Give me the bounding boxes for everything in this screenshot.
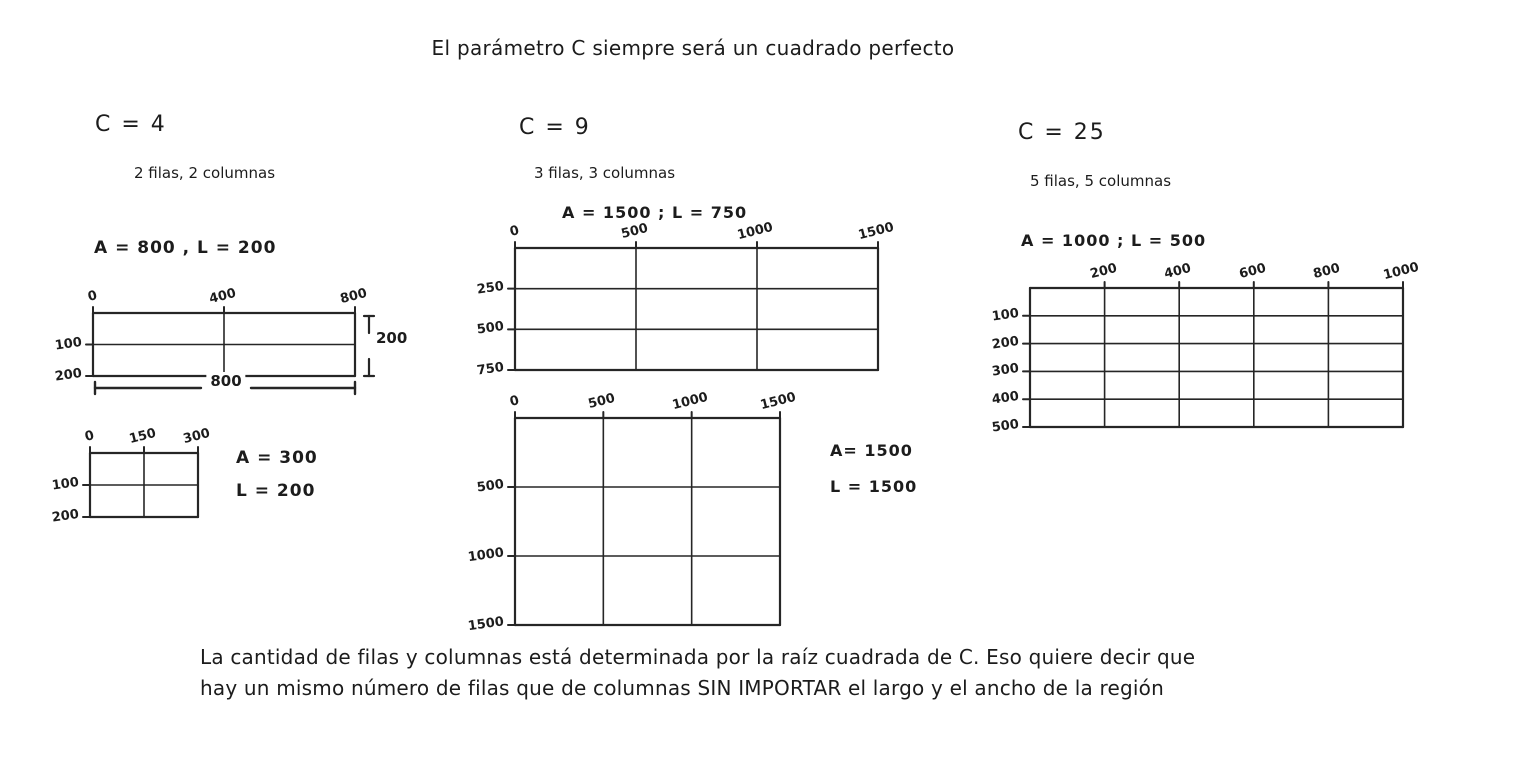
c4-grid-main-y-tick-100: 100 [53, 334, 83, 354]
c9-square-grid-area-label: A= 1500 [830, 441, 913, 460]
c4-grid-small-x-tick-150: 150 [127, 425, 158, 448]
c9-grid-square-x-tick-500: 500 [586, 390, 617, 413]
width-dimension-label: 800 [206, 372, 245, 390]
c4-grid-main-y-tick-200: 200 [53, 365, 83, 385]
c4-small-grid-area-label: A = 300 [236, 448, 318, 468]
c9-square-grid [466, 389, 798, 635]
c9-grid-square-x-tick-1000: 1000 [670, 389, 710, 414]
c9-wide-grid [475, 219, 896, 379]
c9-grid-square-lines [515, 418, 780, 625]
c4-grid-small-y-tick-200: 200 [50, 506, 80, 526]
section-c25-rows-cols: 5 filas, 5 columnas [1030, 172, 1172, 190]
c25-grid-x-tick-200: 200 [1088, 260, 1119, 283]
c9-grid-wide-x-tick-1500: 1500 [856, 219, 896, 244]
c4-main-grid [53, 285, 369, 385]
c9-grid-wide-y-tick-750: 750 [475, 359, 505, 379]
footer-text-line1: La cantidad de filas y columnas está determinada por la raíz cuadrada de C. Eso quiere decir que [200, 645, 1196, 669]
c25-grid-y-tick-300: 300 [990, 361, 1020, 380]
height-dimension-label: 200 [372, 329, 411, 347]
section-c4-param: C = 4 [95, 112, 167, 137]
c4-grid-small-x-tick-300: 300 [181, 425, 212, 448]
c4-grid-main-x-tick-400: 400 [207, 285, 238, 308]
c4-grid-main-x-tick-0: 0 [86, 288, 99, 305]
c9-grid-square-y-tick-1000: 1000 [466, 545, 505, 566]
c9-grid-square-y-tick-500: 500 [475, 476, 505, 496]
c9-grid-square-x-tick-0: 0 [508, 393, 521, 410]
c25-grid-y-tick-500: 500 [990, 416, 1020, 436]
section-c9-formula: A = 1500 ; L = 750 [562, 203, 748, 222]
section-c4-formula: A = 800 , L = 200 [94, 238, 277, 258]
c25-grid-x-tick-600: 600 [1237, 260, 1268, 283]
footer-text-line2: hay un mismo número de filas que de columnas SIN IMPORTAR el largo y el ancho de la región [200, 676, 1164, 700]
c9-square-grid-length-label: L = 1500 [830, 477, 918, 496]
c9-grid-square-x-tick-1500: 1500 [758, 389, 798, 414]
c9-grid-wide-y-tick-500: 500 [475, 319, 505, 338]
c25-grid-x-tick-800: 800 [1312, 260, 1343, 283]
c25-grid-x-tick-1000: 1000 [1381, 259, 1421, 284]
page-title: El parámetro C siempre será un cuadrado perfecto [431, 36, 955, 60]
c4-grid-main-lines [93, 313, 355, 376]
c9-grid-wide-x-tick-500: 500 [619, 220, 650, 243]
c25-grid [990, 259, 1421, 436]
c25-grid-x-tick-400: 400 [1162, 260, 1193, 283]
c25-grid-y-tick-200: 200 [990, 333, 1020, 353]
section-c9-rows-cols: 3 filas, 3 columnas [534, 164, 676, 182]
section-c25-param: C = 25 [1018, 120, 1106, 145]
c25-grid-y-tick-100: 100 [990, 305, 1020, 325]
c4-small-grid [50, 425, 212, 526]
c9-grid-square-y-tick-1500: 1500 [466, 614, 505, 635]
c4-grid-small-x-tick-0: 0 [83, 428, 96, 445]
section-c9-param: C = 9 [519, 115, 591, 140]
c25-grid-lines [1030, 288, 1403, 427]
c4-grid-main-x-tick-800: 800 [338, 285, 369, 308]
c4-grid-small-y-tick-100: 100 [50, 474, 80, 494]
c9-grid-wide-lines [515, 248, 878, 370]
c4-small-grid-length-label: L = 200 [236, 481, 316, 501]
c25-grid-y-tick-400: 400 [990, 389, 1020, 408]
section-c25-formula: A = 1000 ; L = 500 [1021, 231, 1207, 250]
section-c4-rows-cols: 2 filas, 2 columnas [134, 164, 276, 182]
c9-grid-wide-x-tick-1000: 1000 [735, 219, 775, 244]
c4-grid-small-lines [90, 453, 198, 517]
c9-grid-wide-x-tick-0: 0 [508, 223, 521, 240]
c9-grid-wide-y-tick-250: 250 [475, 278, 505, 298]
